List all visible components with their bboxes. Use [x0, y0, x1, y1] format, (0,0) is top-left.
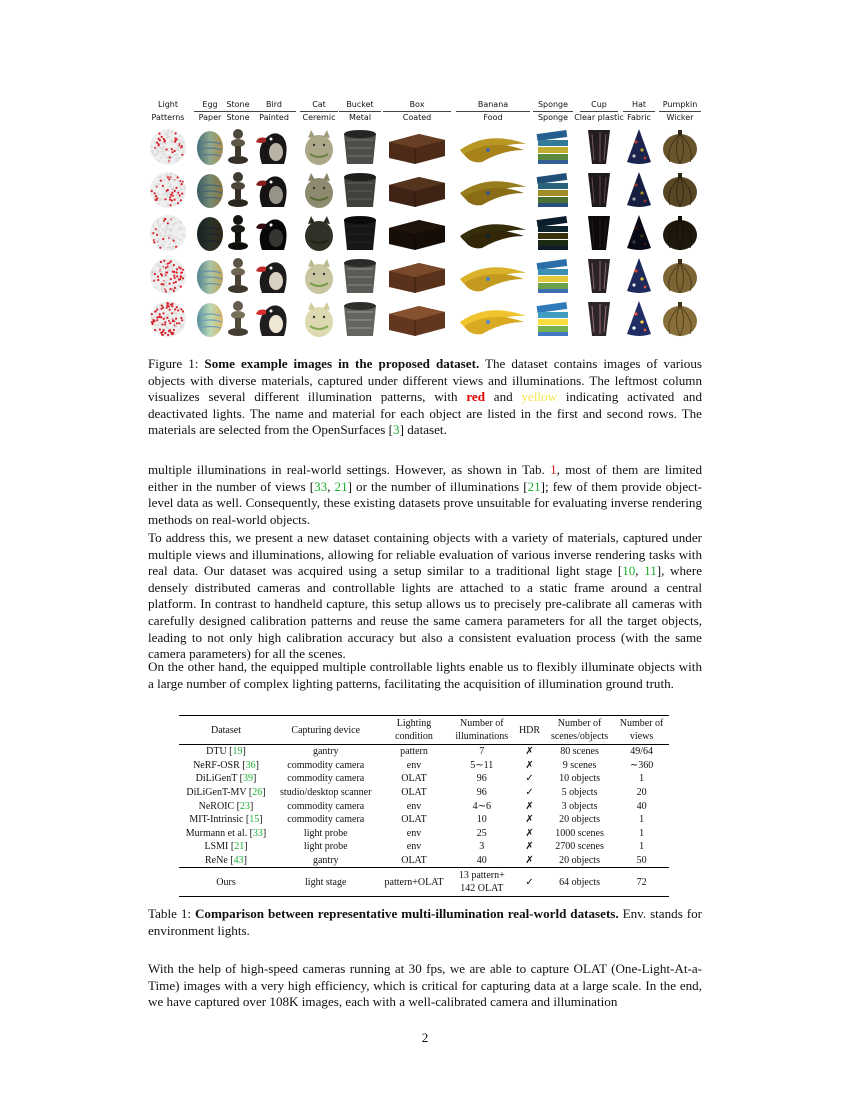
egg-thumbnail: [196, 257, 224, 295]
pumpkin-thumbnail: [661, 128, 699, 166]
views-cell: 40: [636, 800, 647, 812]
header-rule: [252, 111, 296, 112]
ours-cell: Ours: [216, 876, 236, 888]
device-cell: gantry: [312, 855, 339, 867]
illum-cell: 96: [476, 787, 487, 799]
scenes-cell: 20 objects: [559, 814, 600, 826]
banana-thumbnail: [458, 300, 528, 338]
paragraph-2: To address this, we present a new dataset containing objects with a variety of materials, captured under multiple views and illuminations, allowing for reliable evaluation of various inverse rendering tasks with real data. Our dataset was acquired using a setup similar to a traditional light stage [10, 11], where densely distributed cameras and controllable lights are attached to a static frame around a central platform. In contrast to handheld capture, this setup allows us to precisely pre-calibrate all cameras with carefully designed calibration patterns and reuse the same camera parameters for all the target objects, leading to not only high calibration accuracy but also a consistent evaluation process (with the same camera parameters) for all the scenes.: [148, 530, 703, 662]
object-name-label: Cup: [591, 100, 607, 109]
dataset-name-cell: DiLiGenT-MV [26]: [186, 787, 266, 799]
citation-link[interactable]: 39: [242, 773, 253, 785]
pumpkin-thumbnail: [661, 300, 699, 338]
views-cell: 49/64: [630, 746, 653, 758]
citation-link[interactable]: 33: [314, 478, 328, 494]
box-thumbnail: [385, 128, 449, 166]
object-material-label: Coated: [402, 113, 432, 122]
paragraph-4: With the help of high-speed cameras running at 30 fps, we are able to capture OLAT (One-Light-At-a-Time) images with a very high efficiency, which is critical for capturing data at a large scale. In the end, we have captured over 108K images, each with a well-calibrated camera and illumination: [148, 961, 702, 1010]
figure-caption: Figure 1: Some example images in the proposed dataset. The dataset contains images of various objects with diverse materials, captured under different views and illuminations. The leftmost column visualizes several different illumination patterns, with red and yellow indicating activated and deactivated lights. The name and material for each object are listed in the first and second rows. The materials are selected from the OpenSurfaces [3] dataset.: [148, 356, 703, 438]
object-name-label: Hat: [631, 100, 647, 109]
pattern-thumbnail: [149, 257, 187, 295]
egg-thumbnail: [196, 171, 224, 209]
object-name-label: Light: [158, 100, 178, 109]
object-material-label: Sponge: [537, 113, 569, 122]
citation-link[interactable]: 21: [334, 478, 348, 494]
object-name-label: Box: [409, 100, 425, 109]
pumpkin-thumbnail: [661, 214, 699, 252]
object-name-label: Bird: [266, 100, 282, 109]
table-header-row: [179, 716, 669, 745]
bird-thumbnail: [254, 257, 294, 295]
bucket-thumbnail: [341, 257, 379, 295]
figure-image-grid: [147, 128, 702, 343]
table-header-cell: Dataset: [210, 724, 241, 736]
object-name-label: Pumpkin: [662, 100, 698, 109]
citation-link[interactable]: 19: [232, 746, 243, 758]
illum-cell: 96: [476, 773, 487, 785]
table-row: [179, 827, 669, 841]
object-name-label: Stone: [226, 100, 250, 109]
header-rule: [383, 111, 451, 112]
lighting-cell: OLAT: [401, 855, 427, 867]
views-cell: 1: [639, 814, 645, 826]
bird-thumbnail: [254, 300, 294, 338]
dataset-name-cell: DiLiGenT [39]: [195, 773, 257, 785]
banana-thumbnail: [458, 171, 528, 209]
header-rule: [659, 111, 701, 112]
lighting-cell: env: [406, 841, 422, 853]
citation-link[interactable]: 10: [622, 563, 636, 579]
views-cell: 1: [639, 841, 645, 853]
ours-cell: 72: [636, 876, 647, 888]
table-header-cell: Number of illuminations: [455, 718, 509, 742]
egg-thumbnail: [196, 300, 224, 338]
stone-thumbnail: [226, 257, 250, 295]
page-number: 2: [421, 1030, 429, 1045]
pattern-thumbnail: [149, 214, 187, 252]
paragraph-3: On the other hand, the equipped multiple controllable lights enable us to flexibly illuminate objects with a large number of complex lighting patterns, facilitating the acquisition of illumination ground truth.: [148, 659, 702, 691]
object-name-label: Cat: [312, 100, 326, 109]
banana-thumbnail: [458, 257, 528, 295]
illum-cell: 25: [476, 827, 487, 839]
citation-link[interactable]: 23: [240, 800, 251, 812]
pumpkin-thumbnail: [661, 171, 699, 209]
table-row: [179, 759, 669, 773]
views-cell: 1: [639, 773, 645, 785]
box-thumbnail: [385, 171, 449, 209]
dataset-name-cell: ReNe [43]: [205, 855, 247, 867]
cup-thumbnail: [582, 257, 616, 295]
dataset-name-cell: NeROIC [23]: [198, 800, 254, 812]
header-rule: [224, 111, 252, 112]
lighting-cell: env: [406, 759, 422, 771]
box-thumbnail: [385, 257, 449, 295]
table-row: [179, 840, 669, 854]
dataset-name-cell: Murmann et al. [33]: [185, 827, 267, 839]
scenes-cell: 2700 scenes: [555, 841, 604, 853]
banana-thumbnail: [458, 128, 528, 166]
hdr-cell: ✗: [525, 746, 534, 758]
views-cell: ∼360: [629, 759, 654, 771]
table-header-cell: HDR: [518, 724, 541, 736]
table-ref-link[interactable]: 1: [550, 462, 557, 477]
views-cell: 20: [636, 787, 647, 799]
device-cell: commodity camera: [287, 800, 365, 812]
hdr-cell: ✗: [525, 814, 534, 826]
lighting-cell: OLAT: [401, 787, 427, 799]
citation-link[interactable]: 43: [233, 855, 244, 867]
illum-cell: 3: [479, 841, 485, 853]
figure-caption-title: Some example images in the proposed dataset.: [204, 356, 480, 371]
stone-thumbnail: [226, 171, 250, 209]
object-material-label: Patterns: [151, 113, 185, 122]
object-material-label: Stone: [226, 113, 250, 122]
cat-thumbnail: [302, 257, 336, 295]
hdr-cell: ✗: [525, 855, 534, 867]
ours-cell: 64 objects: [559, 876, 600, 888]
object-material-label: Clear plastic: [574, 113, 624, 122]
cup-thumbnail: [582, 214, 616, 252]
bucket-thumbnail: [341, 214, 379, 252]
table-row: [179, 854, 669, 868]
lighting-cell: OLAT: [401, 814, 427, 826]
object-name-label: Sponge: [537, 100, 569, 109]
table-row: [179, 813, 669, 827]
comparison-table: [179, 715, 669, 897]
header-rule: [580, 111, 618, 112]
ours-cell: pattern+OLAT: [384, 876, 444, 888]
sponge-thumbnail: [535, 128, 571, 166]
egg-thumbnail: [196, 214, 224, 252]
box-thumbnail: [385, 300, 449, 338]
object-material-label: Painted: [259, 113, 289, 122]
banana-thumbnail: [458, 214, 528, 252]
hat-thumbnail: [625, 257, 653, 295]
hdr-cell: ✗: [525, 841, 534, 853]
table-caption: Table 1: Comparison between representative multi-illumination real-world datasets. Env. stands for environment lights.: [148, 906, 703, 938]
device-cell: commodity camera: [287, 773, 365, 785]
stone-thumbnail: [226, 128, 250, 166]
figure-label: Figure 1:: [148, 356, 205, 371]
object-material-label: Metal: [348, 113, 372, 122]
table-row: [179, 772, 669, 786]
citation-link[interactable]: 15: [249, 814, 260, 826]
bucket-thumbnail: [341, 128, 379, 166]
bucket-thumbnail: [341, 300, 379, 338]
table-label: Table 1:: [148, 906, 195, 921]
cat-thumbnail: [302, 300, 336, 338]
hdr-cell: ✗: [525, 827, 534, 839]
device-cell: light probe: [303, 827, 348, 839]
object-name-label: Banana: [477, 100, 509, 109]
sponge-thumbnail: [535, 257, 571, 295]
hdr-cell: ✓: [525, 773, 534, 785]
lighting-cell: env: [406, 827, 422, 839]
citation-link[interactable]: 36: [245, 759, 256, 771]
yellow-word: yellow: [521, 389, 558, 405]
hdr-cell: ✗: [525, 759, 534, 771]
pattern-thumbnail: [149, 300, 187, 338]
header-rule: [533, 111, 573, 112]
object-material-label: Ceremic: [302, 113, 336, 122]
illum-cell: 4∼6: [472, 800, 491, 812]
cat-thumbnail: [302, 128, 336, 166]
table-row: [179, 799, 669, 813]
ours-cell: 13 pattern+ 142 OLAT: [458, 870, 505, 895]
lighting-cell: pattern: [400, 746, 428, 758]
hdr-cell: ✗: [525, 800, 534, 812]
cat-thumbnail: [302, 214, 336, 252]
cup-thumbnail: [582, 171, 616, 209]
citation-link[interactable]: 21: [527, 478, 541, 494]
table-row-ours: [179, 868, 669, 897]
table-body: [179, 745, 669, 897]
citation-link[interactable]: 11: [644, 563, 657, 579]
bird-thumbnail: [254, 214, 294, 252]
illum-cell: 7: [479, 746, 485, 758]
table-header-cell: Capturing device: [291, 724, 361, 736]
device-cell: commodity camera: [287, 814, 365, 826]
illum-cell: 40: [476, 855, 487, 867]
cup-thumbnail: [582, 128, 616, 166]
egg-thumbnail: [196, 128, 224, 166]
scenes-cell: 5 objects: [561, 787, 598, 799]
header-rule: [300, 111, 338, 112]
citation-link[interactable]: 21: [234, 841, 245, 853]
sponge-thumbnail: [535, 300, 571, 338]
device-cell: gantry: [312, 746, 339, 758]
lighting-cell: OLAT: [401, 773, 427, 785]
cup-thumbnail: [582, 300, 616, 338]
views-cell: 1: [639, 827, 645, 839]
scenes-cell: 3 objects: [561, 800, 598, 812]
stone-thumbnail: [226, 300, 250, 338]
box-thumbnail: [385, 214, 449, 252]
device-cell: commodity camera: [287, 759, 365, 771]
dataset-name-cell: NeRF-OSR [36]: [193, 759, 259, 771]
object-material-label: Paper: [198, 113, 222, 122]
dataset-name-cell: DTU [19]: [206, 746, 246, 758]
pumpkin-thumbnail: [661, 257, 699, 295]
sponge-thumbnail: [535, 171, 571, 209]
dataset-name-cell: LSMI [21]: [204, 841, 248, 853]
scenes-cell: 20 objects: [559, 855, 600, 867]
paragraph-1: multiple illuminations in real-world settings. However, as shown in Tab. 1, most of them are limited either in the number of views [33, 21] or the number of illuminations [21]; few of them provide object-level data as well. Consequently, these existing datasets prove unsuitable for evaluating inverse rendering methods on real-world objects.: [148, 462, 702, 527]
table-row: [179, 786, 669, 800]
device-cell: studio/desktop scanner: [280, 787, 372, 799]
object-name-label: Bucket: [346, 100, 374, 109]
table-caption-title: Comparison between representative multi-illumination real-world datasets.: [194, 906, 619, 921]
bucket-thumbnail: [341, 171, 379, 209]
figure-1: [147, 100, 702, 343]
citation-link[interactable]: 3: [393, 422, 400, 438]
device-cell: light probe: [303, 841, 348, 853]
lighting-cell: env: [406, 800, 422, 812]
table-row: [179, 745, 669, 759]
table-header-cell: Lighting condition: [395, 718, 433, 742]
hat-thumbnail: [625, 214, 653, 252]
citation-link[interactable]: 33: [252, 827, 263, 839]
hat-thumbnail: [625, 128, 653, 166]
dataset-name-cell: MIT-Intrinsic [15]: [189, 814, 263, 826]
citation-link[interactable]: 26: [252, 787, 263, 799]
ours-cell: light stage: [305, 876, 347, 888]
pattern-thumbnail: [149, 171, 187, 209]
hat-thumbnail: [625, 171, 653, 209]
scenes-cell: 1000 scenes: [555, 827, 604, 839]
sponge-thumbnail: [535, 214, 571, 252]
header-rule: [339, 111, 381, 112]
hat-thumbnail: [625, 300, 653, 338]
pattern-thumbnail: [149, 128, 187, 166]
stone-thumbnail: [226, 214, 250, 252]
object-material-label: Wicker: [666, 113, 694, 122]
views-cell: 50: [636, 855, 647, 867]
scenes-cell: 9 scenes: [562, 759, 597, 771]
red-word: red: [466, 389, 485, 405]
scenes-cell: 80 scenes: [560, 746, 599, 758]
object-material-label: Fabric: [627, 113, 651, 122]
bird-thumbnail: [254, 171, 294, 209]
header-rule: [623, 111, 655, 112]
hdr-cell: ✓: [525, 787, 534, 799]
illum-cell: 10: [476, 814, 487, 826]
illum-cell: 5∼11: [470, 759, 494, 771]
header-rule: [456, 111, 530, 112]
cat-thumbnail: [302, 171, 336, 209]
table-header-cell: Number of scenes/objects: [550, 718, 609, 742]
ours-cell: ✓: [525, 876, 534, 888]
figure-header: [147, 100, 702, 128]
object-material-label: Food: [483, 113, 503, 122]
scenes-cell: 10 objects: [559, 773, 600, 785]
object-name-label: Egg: [202, 100, 218, 109]
table-header-cell: Number of views: [619, 718, 664, 742]
header-rule: [194, 111, 226, 112]
bird-thumbnail: [254, 128, 294, 166]
